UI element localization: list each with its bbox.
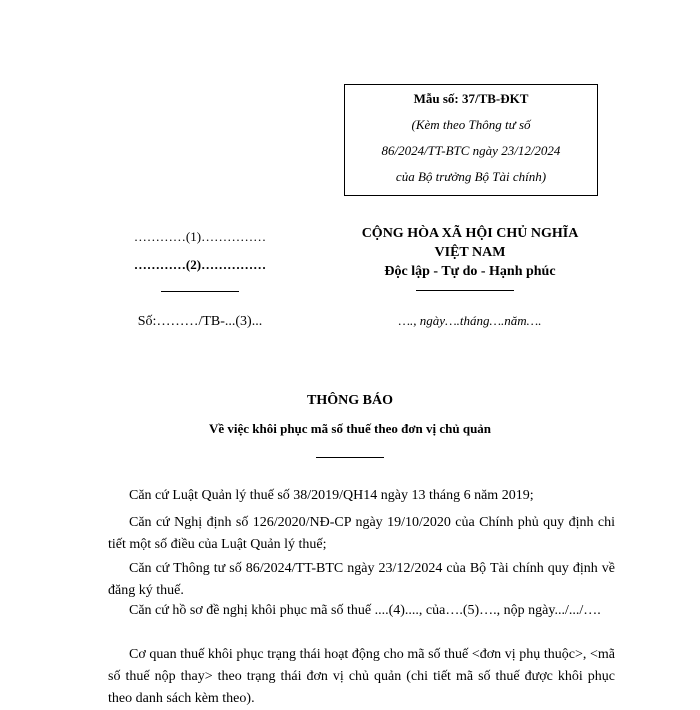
agency-line-2: …………(2)…………… [133,257,267,272]
document-number: Số:………/TB-...(3)... [137,314,263,329]
legal-basis-paragraph-1: Căn cứ Luật Quản lý thuế số 38/2019/QH14 ngày 13 tháng 6 năm 2019; [129,488,534,503]
form-reference-line-3: của Bộ trưởng Bộ Tài chính) [395,169,547,184]
legal-basis-paragraph-3: Căn cứ Thông tư số 86/2024/TT-BTC ngày 23/12/2024 của Bộ Tài chính quy định về đăng ký thuế. [108,561,615,598]
form-reference-box [344,84,598,196]
document-subtitle: Về việc khôi phục mã số thuế theo đơn vị chủ quản [208,421,492,436]
form-reference-line-2: 86/2024/TT-BTC ngày 23/12/2024 [381,143,561,158]
form-number: Mẫu số: 37/TB-ĐKT [413,91,529,106]
left-header-divider [161,291,239,292]
form-reference-line-1: (Kèm theo Thông tư số [411,117,531,132]
title-divider [316,457,384,458]
legal-basis-paragraph-2: Căn cứ Nghị định số 126/2020/NĐ-CP ngày 19/10/2020 của Chính phủ quy định chi tiết một số điều của Luật Quản lý thuế; [108,515,615,552]
country-name-line-2: VIỆT NAM [434,245,506,260]
document-title: THÔNG BÁO [307,393,393,408]
legal-basis-paragraph-4: Căn cứ hồ sơ đề nghị khôi phục mã số thuế ....(4)...., của….(5)…., nộp ngày.../.../…. [129,603,601,618]
country-name-line-1: CỘNG HÒA XÃ HỘI CHỦ NGHĨA [361,226,579,241]
national-motto: Độc lập - Tự do - Hạnh phúc [384,264,556,279]
decision-paragraph: Cơ quan thuế khôi phục trạng thái hoạt động cho mã số thuế <đơn vị phụ thuộc>, <mã số thuế nộp thay> theo trạng thái đơn vị chủ quản (chi tiết mã số thuế được khôi phục theo danh sách kèm theo). [108,647,615,706]
agency-line-1: …………(1)…………… [133,229,267,244]
right-header-divider [416,290,514,291]
date-line: …., ngày….tháng….năm…. [398,313,542,328]
